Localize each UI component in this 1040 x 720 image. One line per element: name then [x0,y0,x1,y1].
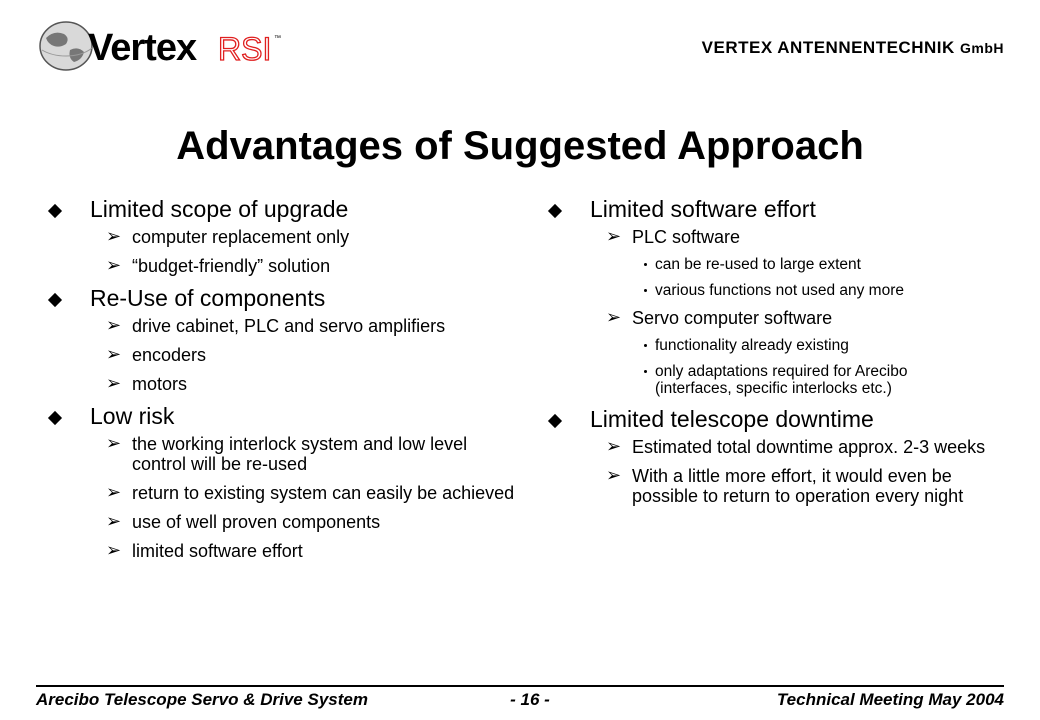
diamond-bullet-icon [548,414,562,428]
sub-bullet [48,541,518,561]
sub-bullet-label: return to existing system can easily be achieved [132,483,515,503]
sub-bullet [48,345,518,365]
sub-bullet [48,483,518,503]
sub-bullet-label: limited software effort [132,541,303,561]
sub-bullet [548,437,988,457]
vertex-rsi-logo [36,16,296,76]
sub-bullet [548,466,988,506]
dot-bullet-icon [644,289,647,292]
diamond-bullet-icon [48,411,62,425]
bullet-re-use [48,285,518,312]
arrow-bullet-icon: ➢ [106,482,122,503]
arrow-bullet-icon: ➢ [106,255,122,276]
sub-sub-bullet-label: functionality already existing [655,337,849,354]
sub-bullet-label: encoders [132,345,207,365]
bullet-limited-software [548,196,988,223]
sub-bullet-label: motors [132,374,188,394]
bullet-limited-downtime [548,406,988,433]
arrow-bullet-icon: ➢ [106,226,122,247]
bullet-label: Low risk [90,403,175,429]
sub-bullet [48,374,518,394]
bullet-label: Limited scope of upgrade [90,196,349,222]
arrow-bullet-icon: ➢ [106,540,122,561]
arrow-bullet-icon: ➢ [606,307,622,328]
arrow-bullet-icon: ➢ [106,433,122,454]
diamond-bullet-icon [548,204,562,218]
diamond-bullet-icon [48,204,62,218]
sub-sub-bullet [548,256,988,273]
dot-bullet-icon [644,263,647,266]
arrow-bullet-icon: ➢ [606,436,622,457]
sub-sub-bullet [548,282,988,299]
sub-bullet [548,227,988,247]
diamond-bullet-icon [48,293,62,307]
globe-icon [40,22,92,70]
footer-meeting: Technical Meeting May 2004 [776,690,1004,709]
bullet-limited-scope [48,196,518,223]
sub-bullet-label: PLC software [632,227,741,247]
sub-bullet [48,227,518,247]
company-name-text: VERTEX ANTENNENTECHNIK [701,38,955,57]
left-column [48,196,518,570]
bullet-label: Limited software effort [590,196,816,222]
footer-divider [36,685,1004,687]
sub-bullet [48,434,518,474]
sub-bullet-label: computer replacement only [132,227,350,247]
sub-bullet [48,512,518,532]
sub-bullet-label: With a little more effort, it would even be possible to return to operation every night [632,466,964,506]
sub-bullet [48,316,518,336]
sub-bullet-label: the working interlock system and low level control will be re-used [132,434,468,474]
company-name [600,38,1004,58]
footer-project: Arecibo Telescope Servo & Drive System [36,690,368,709]
bullet-label: Re-Use of components [90,285,326,311]
footer-page-number: - 16 - [510,690,550,709]
sub-sub-bullet [548,363,988,397]
sub-bullet-label: Estimated total downtime approx. 2-3 weeks [632,437,986,457]
sub-sub-bullet [548,337,988,354]
page-title: Advantages of Suggested Approach [176,124,864,168]
sub-sub-bullet-label: can be re-used to large extent [655,256,861,273]
sub-sub-bullet-label: only adaptations required for Arecibo (interfaces, specific interlocks etc.) [655,363,908,397]
bullet-label: Limited telescope downtime [590,406,874,432]
sub-bullet [548,308,988,328]
svg-text:Vertex: Vertex [88,27,197,69]
right-column [548,196,988,515]
arrow-bullet-icon: ➢ [106,511,122,532]
sub-bullet-label: drive cabinet, PLC and servo amplifiers [132,316,446,336]
bullet-low-risk [48,403,518,430]
sub-bullet-label: use of well proven components [132,512,381,532]
sub-sub-bullet-label: various functions not used any more [655,282,904,299]
arrow-bullet-icon: ➢ [606,465,622,486]
sub-bullet [48,256,518,276]
arrow-bullet-icon: ➢ [106,315,122,336]
sub-bullet-label: Servo computer software [632,308,833,328]
sub-bullet-label: “budget-friendly” solution [132,256,331,276]
company-suffix: GmbH [960,40,1004,56]
arrow-bullet-icon: ➢ [606,226,622,247]
svg-text:™: ™ [274,35,281,42]
arrow-bullet-icon: ➢ [106,344,122,365]
svg-text:RSI: RSI [218,31,272,67]
arrow-bullet-icon: ➢ [106,373,122,394]
dot-bullet-icon [644,344,647,347]
dot-bullet-icon [644,370,647,373]
